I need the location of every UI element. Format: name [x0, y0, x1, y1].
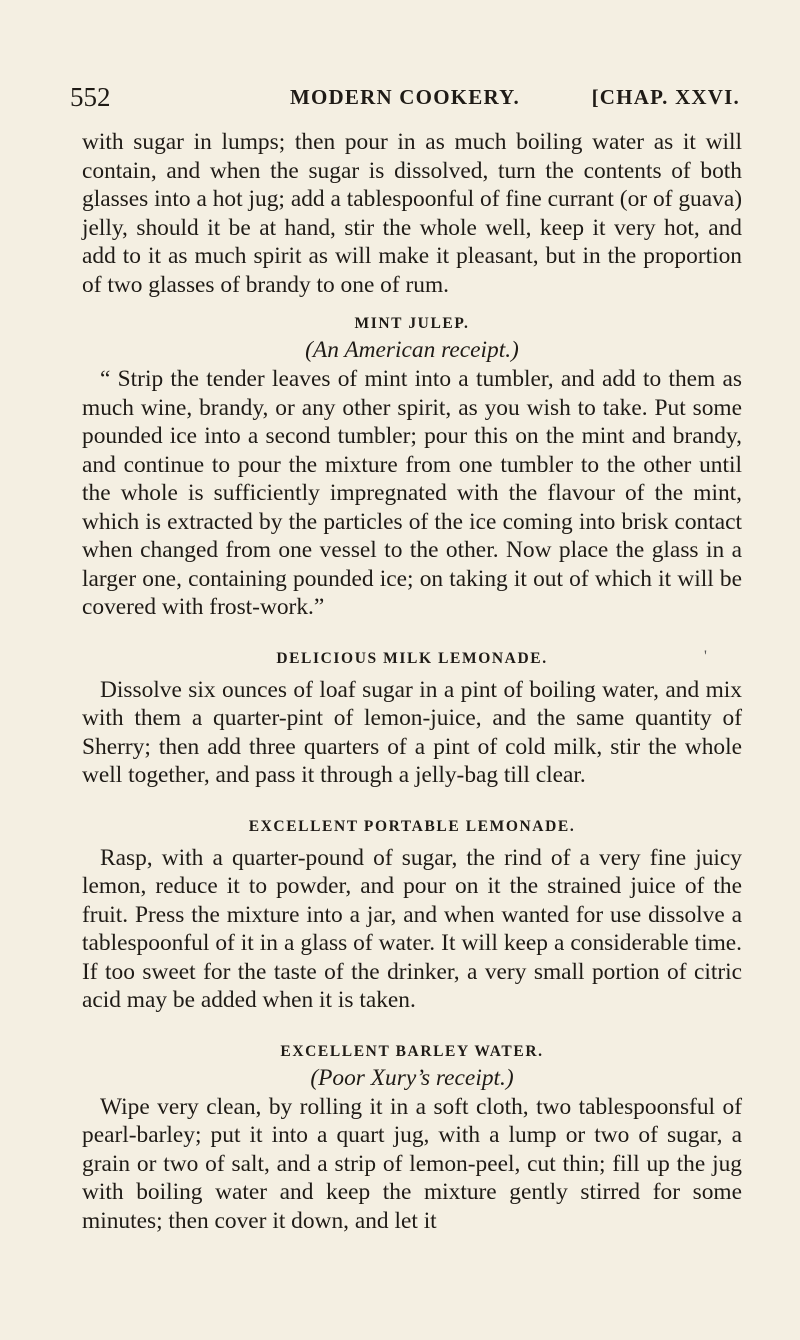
milk-lemonade-heading: DELICIOUS MILK LEMONADE. — [276, 649, 548, 667]
mint-julep-text: “ Strip the tender leaves of mint into a tumbler, and add to them as much wine, brandy, or any other spirit, as you wish to take. Put some pounded ice into a second tumbler; pour this on the mint and brandy, and continue to pour the mixture from one tumbler to the other until the whole is sufficiently impregnated with the flavour of the mint, which is extracted by the particles of the ice coming into brisk contact when changed from one vessel to the other. Now place the glass in a larger one, containing pounded ice; on taking it out of which it will be covered with frost-work.” — [82, 366, 742, 620]
continued-paragraph: with sugar in lumps; then pour in as much boiling water as it will contain, and when the sugar is dissolved, turn the contents of both glasses into a hot jug; add a tablespoonful of fine currant (or of guava) jelly, should it be at hand, stir the whole well, keep it very hot, and add to it as much spirit as will make it pleasant, but in the proportion of two glasses of brandy to one of rum. — [82, 129, 742, 298]
mint-julep-heading: MINT JULEP. — [354, 315, 470, 332]
page-header — [70, 82, 740, 122]
portable-lemonade-heading: EXCELLENT PORTABLE LEMONADE. — [248, 817, 576, 835]
milk-lemonade-text: Dissolve six ounces of loaf sugar in a pint of boiling water, and mix with them a quarter-pint of lemon-juice, and the same quantity of Sherry; then add three quarters of a pint of cold milk, stir the whole well together, and pass it through a jelly-bag till clear. — [82, 676, 742, 788]
chapter-label: [CHAP. XXVI. — [591, 85, 740, 109]
stray-mark: ' — [704, 648, 707, 665]
page-body — [82, 128, 742, 1235]
barley-water-heading: EXCELLENT BARLEY WATER. — [280, 1042, 544, 1060]
mint-julep-subheading: (An American receipt.) — [305, 337, 519, 363]
barley-water-subheading: (Poor Xury’s receipt.) — [310, 1064, 514, 1091]
portable-lemonade-text: Rasp, with a quarter-pound of sugar, the rind of a very fine juicy lemon, reduce it to powder, and pour on it the strained juice of the fruit. Press the mixture into a jar, and when wanted for use dissolve a tablespoonful of it in a glass of water. It will keep a considerable time. If too sweet for the taste of the drinker, a very small portion of citric acid may be added when it is taken. — [82, 844, 742, 1013]
running-title: MODERN COOKERY. — [290, 85, 520, 109]
page-number: 552 — [70, 82, 111, 112]
barley-water-text: Wipe very clean, by rolling it in a soft cloth, two tablespoonsful of pearl-barley; put it into a quart jug, with a lump or two of sugar, a grain or two of salt, and a strip of lemon-peel, cut thin; fill up the jug with boiling water and keep the mixture gently stirred for some minutes; then cover it down, and let it — [82, 1093, 742, 1234]
